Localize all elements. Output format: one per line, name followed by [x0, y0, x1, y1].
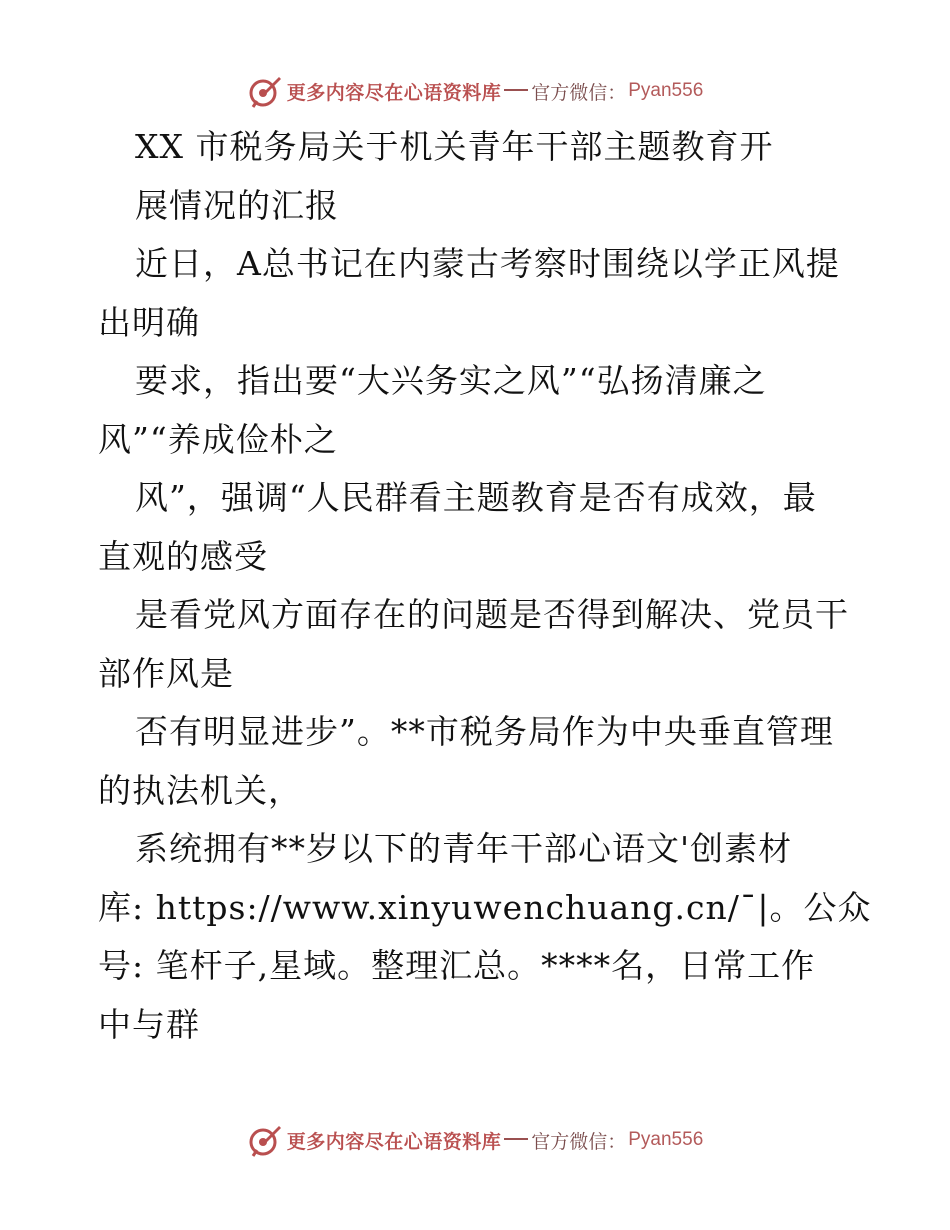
watermark-separator [504, 1138, 528, 1140]
document-line: 部作风是 [98, 653, 234, 693]
pen-logo-icon [247, 1122, 283, 1158]
document-line: 号: 笔杆子,星域。整理汇总。****名，日常工作 [98, 946, 816, 985]
document-line: 库: https://www.xinyuwenchuang.cn/¯|。公众 [98, 887, 872, 927]
header-watermark [0, 71, 950, 111]
document-line: XX 市税务局关于机关青年干部主题教育开 [135, 127, 774, 166]
watermark-wechat-id: Pyan556 [628, 80, 704, 101]
document-line: 出明确 [98, 302, 200, 342]
document-line: 直观的感受 [98, 536, 268, 576]
watermark-official-label: 官方微信： [531, 81, 627, 104]
document-line: 系统拥有**岁以下的青年干部心语文'创素材 [135, 829, 793, 868]
document-line: 否有明显进步”。**市税务局作为中央垂直管理 [135, 712, 834, 751]
document-line: 的执法机关， [98, 770, 302, 810]
document-line: 风”，强调“人民群看主题教育是否有成效，最 [135, 478, 817, 517]
document-line: 展情况的汇报 [135, 185, 339, 225]
watermark-text: 更多内容尽在心语资料库 [286, 1130, 502, 1153]
watermark-separator [504, 89, 528, 91]
document-line: 中与群 [98, 1004, 200, 1044]
watermark-wechat-id: Pyan556 [628, 1129, 704, 1150]
document-line: 风”“养成俭朴之 [98, 419, 338, 459]
pen-logo-icon [247, 73, 283, 109]
watermark-official-label: 官方微信： [531, 1130, 627, 1153]
document-line: 要求，指出要“大兴务实之风”“弘扬清廉之 [135, 361, 767, 400]
document-body [98, 118, 872, 1054]
document-line: 是看党风方面存在的问题是否得到解决、党员干 [135, 595, 849, 634]
watermark-text: 更多内容尽在心语资料库 [286, 81, 502, 104]
document-line: 近日，A总书记在内蒙古考察时围绕以学正风提 [135, 244, 840, 283]
footer-watermark [0, 1120, 950, 1160]
